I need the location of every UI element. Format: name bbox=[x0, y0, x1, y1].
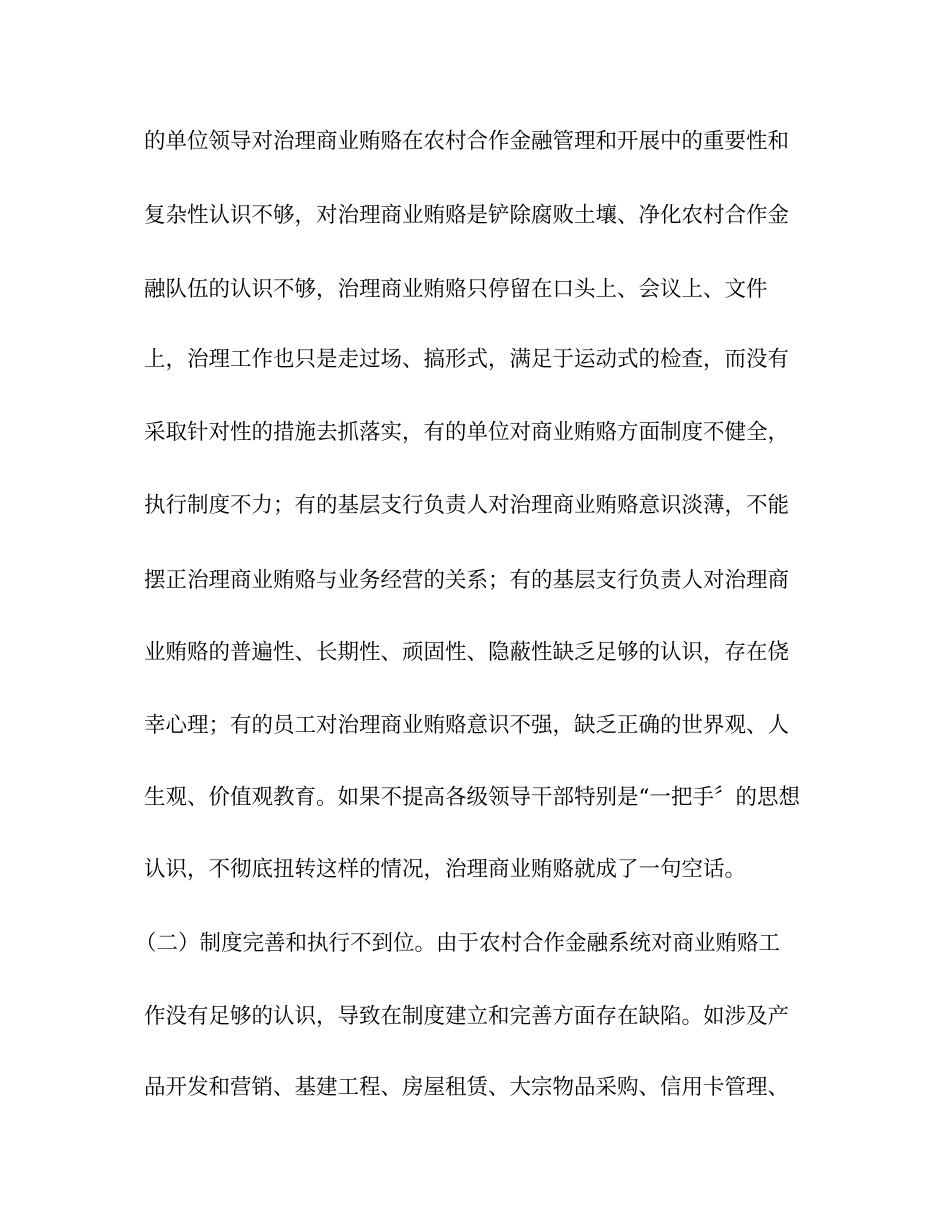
text-line: 复杂性认识不够，对治理商业贿赂是铲除腐败土壤、净化农村合作金 bbox=[144, 203, 790, 228]
text-line: 品开发和营销、基建工程、房屋租赁、大宗物品采购、信用卡管理、 bbox=[144, 1075, 790, 1100]
text-line: 采取针对性的措施去抓落实，有的单位对商业贿赂方面制度不健全， bbox=[144, 420, 790, 445]
text-line: 融队伍的认识不够，治理商业贿赂只停留在口头上、会议上、文件 bbox=[144, 277, 768, 302]
text-line: 的单位领导对治理商业贿赂在农村合作金融管理和开展中的重要性和 bbox=[144, 129, 790, 154]
text-line: 生观、价值观教育。如果不提高各级领导干部特别是“一把手〞的思想 bbox=[144, 785, 800, 810]
text-line: 作没有足够的认识，导致在制度建立和完善方面存在缺陷。如涉及产 bbox=[144, 1004, 790, 1029]
text-line: 幸心理；有的员工对治理商业贿赂意识不强，缺乏正确的世界观、人 bbox=[144, 713, 790, 738]
text-line: 执行制度不力；有的基层支行负责人对治理商业贿赂意识淡薄，不能 bbox=[144, 493, 790, 518]
text-line: 业贿赂的普遍性、长期性、顽固性、隐蔽性缺乏足够的认识，存在侥 bbox=[144, 640, 790, 665]
text-line: 上，治理工作也只是走过场、搞形式，满足于运动式的检查，而没有 bbox=[144, 347, 790, 372]
section-heading-line: （二）制度完善和执行不到位。由于农村合作金融系统对商业贿赂工 bbox=[135, 931, 781, 956]
text-line: 认识，不彻底扭转这样的情况，治理商业贿赂就成了一句空话。 bbox=[144, 857, 747, 882]
text-line: 摆正治理商业贿赂与业务经营的关系；有的基层支行负责人对治理商 bbox=[144, 568, 790, 593]
